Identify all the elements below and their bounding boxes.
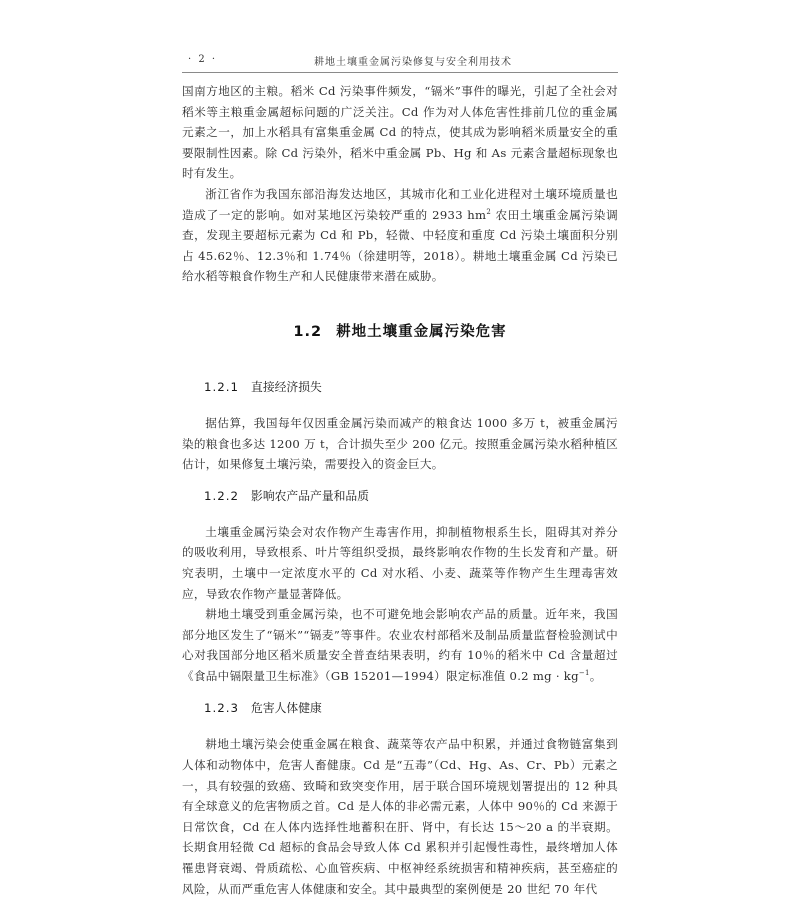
paragraph: 土壤重金属污染会对农作物产生毒害作用，抑制植物根系生长，阻碍其对养分的吸收利用，导致根系、叶片等组织受损，最终影响农作物的生长发育和产量。研究表明，土壤中一定浓度水平的 Cd 对水稻、小麦、蔬菜等作物产生生理毒害效应，导致农作物产量显著降低。 [182,524,618,601]
paragraph-text: 农田土壤重金属污染调查，发现主要超标元素为 Cd 和 Pb，轻微、中轻度和重度 Cd 污染土壤面积分别占 45.62％、12.3％和 1.74％（徐建明等，2018）。耕地土壤重金属 Cd 污染已给水稻等粮食作物生产和人民健康带来潜在威胁。 [182,207,618,284]
subsection-number: 1.2.2 [204,488,240,503]
section-title: 耕地土壤重金属污染危害 [336,323,507,340]
paragraph: 据估算，我国每年仅因重金属污染而减产的粮食达 1000 多万 t，被重金属污染的粮食也多达 1200 万 t，合计损失至少 200 亿元。按照重金属污染水稻种植区估计，如果修复土壤污染，需要投入的资金巨大。 [182,415,618,472]
body-text [182,81,618,899]
subsection-title: 影响农产品产量和品质 [251,488,370,503]
subsection-heading [204,377,618,397]
book-page [182,50,618,899]
superscript: 2 [486,207,492,216]
paragraph: 耕地土壤污染会使重金属在粮食、蔬菜等农产品中积累，并通过食物链富集到人体和动物体中，危害人畜健康。Cd 是“五毒”（Cd、Hg、As、Cr、Pb）元素之一，具有较强的致癌、致畸和致突变作用，居于联合国环境规划署提出的 12 种具有全球意义的危害物质之首。Cd 是人体的非必需元素，人体中 90％的 Cd 来源于日常饮食，Cd 在人体内选择性地蓄积在肝、肾中，有长达 15～20 a 的半衰期。长期食用轻微 Cd 超标的食品会导致人体 Cd 累积并引起慢性毒性，最终增加人体罹患肾衰竭、骨质疏松、心血管疾病、中枢神经系统损害和精神疾病，甚至癌症的风险，从而严重危害人体健康和安全。其中最典型的案例便是 20 世纪 70 年代 [182,737,618,896]
section-heading [182,320,618,340]
running-head [182,50,618,73]
subsection-title: 危害人体健康 [251,701,322,716]
page-number: · 2 · [188,54,218,65]
paragraph-text: 。 [589,668,602,683]
paragraph-text: 浙江省作为我国东部沿海发达地区，其城市化和工业化进程对土壤环境质量也造成了一定的影响。如对某地区污染较严重的 2933 hm [182,186,618,222]
book-title: 耕地土壤重金属污染修复与安全利用技术 [314,57,512,68]
subsection-heading [204,486,618,506]
subsection-number: 1.2.1 [204,379,240,394]
section-number: 1.2 [293,323,323,340]
subsection-number: 1.2.3 [204,701,240,716]
paragraph: 国南方地区的主粮。稻米 Cd 污染事件频发，“镉米”事件的曝光，引起了全社会对稻米等主粮重金属超标问题的广泛关注。Cd 作为对人体危害性排前几位的重金属元素之一，加上水稻具有富集重金属 Cd 的特点，使其成为影响稻米质量安全的重要限制性因素。除 Cd 污染外，稻米中重金属 Pb、Hg 和 As 元素含量超标现象也时有发生。 [182,84,618,181]
superscript: −1 [578,668,590,677]
subsection-title: 直接经济损失 [251,379,322,394]
paragraph [182,604,618,686]
paragraph-text: 耕地土壤受到重金属污染，也不可避免地会影响农产品的质量。近年来，我国部分地区发生了“镉米”“镉麦”等事件。农业农村部稻米及制品质量监督检验测试中心对我国部分地区稻米质量安全普查结果表明，约有 10％的稻米中 Cd 含量超过《食品中镉限量卫生标准》（GB 15201—1994）限定标准值 0.2 mg · kg [182,607,618,683]
paragraph [182,184,618,287]
subsection-heading [204,698,618,718]
